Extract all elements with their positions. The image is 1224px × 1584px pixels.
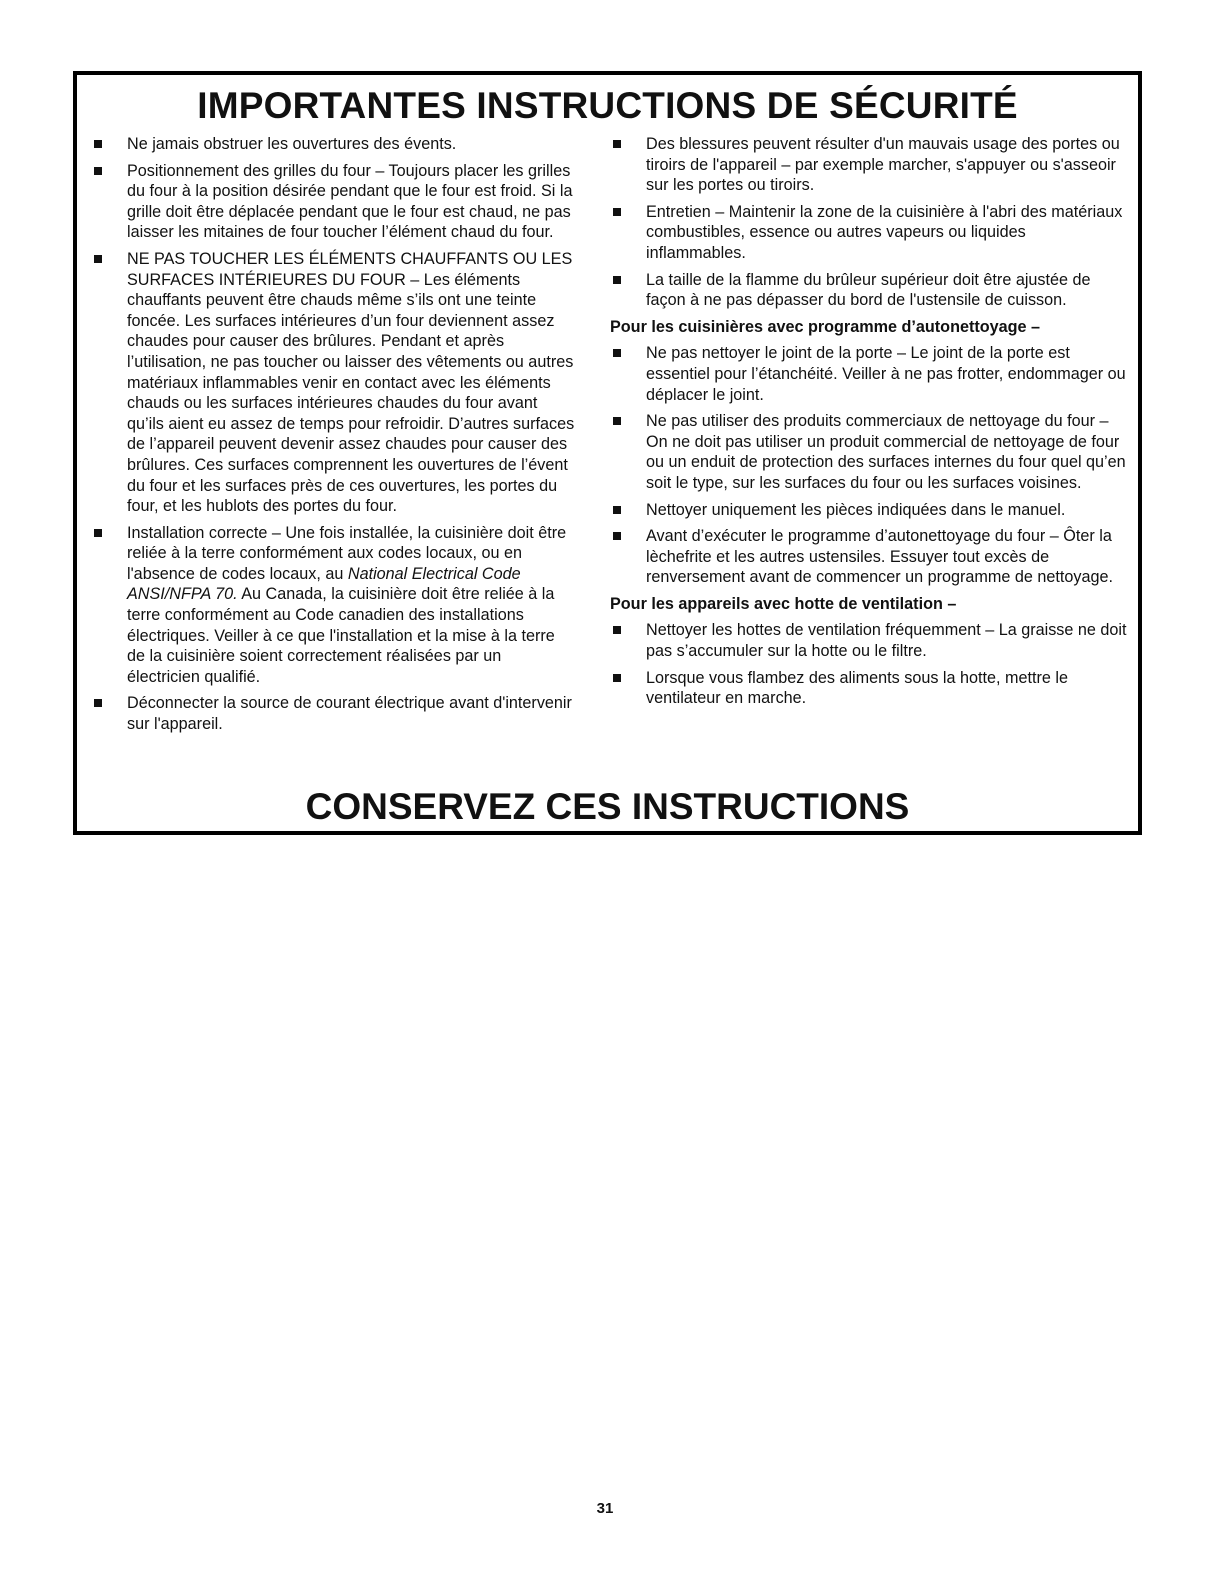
item-text: NE PAS TOUCHER LES ÉLÉMENTS CHAUFFANTS OU LES SURFACES INTÉRIEURES DU FOUR – Les éléments chauffants peuvent être chauds même s’ils ont une teinte foncée. Les surfaces intérieures d’un four deviennent assez chaudes pour causer des brûlures. Pendant et après l’utilisation, ne pas toucher ou laisser des vêtements ou autres matériaux inflammables venir en contact avec les éléments chauds ou les surfaces intérieures chaudes du four avant qu’ils aient eu assez de temps pour refroidir. D’autres surfaces de l’appareil peuvent devenir assez chaudes pour causer des brûlures. Ces surfaces comprennent les ouvertures de l’évent du four et les surfaces près de ces ouvertures, les portes du four, et les hublots des portes du four. [127, 249, 575, 516]
square-bullet-icon [613, 532, 621, 540]
list-item [91, 249, 577, 517]
square-bullet-icon [613, 208, 621, 216]
list-item [91, 693, 577, 734]
square-bullet-icon [613, 506, 621, 514]
square-bullet-icon [94, 699, 102, 707]
item-text: Nettoyer les hottes de ventilation fréquemment – La graisse ne doit pas s’accumuler sur la hotte ou le filtre. [646, 621, 1127, 661]
list-item [91, 134, 577, 155]
right-general-list [610, 134, 1130, 311]
square-bullet-icon [613, 674, 621, 682]
left-column [91, 134, 577, 741]
item-text: Lorsque vous flambez des aliments sous la hotte, mettre le ventilateur en marche. [646, 668, 1068, 708]
item-text-after: Au Canada, la cuisinière doit être reliée à la terre conformément au Code canadien des installations électriques. Veiller à ce que l'installation et la mise à la terre de la cuisinière soient correctement réalisées par un électricien qualifié. [127, 585, 555, 686]
list-item [610, 526, 1130, 588]
list-item [610, 668, 1130, 709]
square-bullet-icon [94, 529, 102, 537]
page-number: 31 [596, 1500, 614, 1517]
square-bullet-icon [94, 167, 102, 175]
item-text: Nettoyer uniquement les pièces indiquées dans le manuel. [646, 500, 1066, 519]
item-text: Positionnement des grilles du four – Toujours placer les grilles du four à la position désirée pendant que le four est froid. Si la grille doit être déplacée pendant que le four est chaud, ne pas laisser les mitaines de four toucher l’élément chaud du four. [127, 161, 573, 242]
list-item [610, 411, 1130, 493]
item-text: Ne pas nettoyer le joint de la porte – Le joint de la porte est essentiel pour l’étanchéité. Veiller à ne pas frotter, endommager ou déplacer le joint. [646, 344, 1126, 404]
list-item [91, 161, 577, 243]
self-clean-list [610, 343, 1130, 588]
list-item [610, 270, 1130, 311]
square-bullet-icon [613, 276, 621, 284]
hood-heading: Pour les appareils avec hotte de ventilation – [610, 594, 957, 613]
square-bullet-icon [94, 140, 102, 148]
page-title: IMPORTANTES INSTRUCTIONS DE SÉCURITÉ [197, 85, 1018, 126]
right-column [610, 134, 1130, 715]
list-item [610, 500, 1130, 521]
self-clean-heading: Pour les cuisinières avec programme d’autonettoyage – [610, 317, 1041, 336]
item-text: Ne jamais obstruer les ouvertures des évents. [127, 135, 457, 153]
item-text: Déconnecter la source de courant électrique avant d'intervenir sur l'appareil. [127, 694, 572, 734]
hood-list [610, 620, 1130, 708]
item-text-before: Installation correcte – Une fois installée, la cuisinière doit être reliée à la terre conformément aux codes locaux, ou en l'absence de codes locaux, au [127, 523, 567, 583]
safety-instructions-box [73, 71, 1142, 835]
item-text: Avant d’exécuter le programme d’autonettoyage du four – Ôter la lèchefrite et les autres ustensiles. Essuyer tout excès de renversement avant de commencer un programme de nettoyage. [646, 527, 1113, 587]
square-bullet-icon [613, 140, 621, 148]
square-bullet-icon [613, 349, 621, 357]
save-instructions-title: CONSERVEZ CES INSTRUCTIONS [305, 786, 910, 827]
list-item [610, 202, 1130, 264]
item-text: La taille de la flamme du brûleur supérieur doit être ajustée de façon à ne pas dépasser du bord de l'ustensile de cuisson. [646, 270, 1091, 310]
square-bullet-icon [613, 417, 621, 425]
square-bullet-icon [94, 255, 102, 263]
left-instruction-list [91, 134, 577, 735]
item-text: Entretien – Maintenir la zone de la cuisinière à l'abri des matériaux combustibles, essence ou autres vapeurs ou liquides inflammables. [646, 202, 1123, 262]
list-item [610, 620, 1130, 661]
item-text: Ne pas utiliser des produits commerciaux de nettoyage du four – On ne doit pas utiliser un produit commercial de nettoyage de four ou un enduit de protection des surfaces internes du four quel qu’en soit le type, sur les surfaces du four ou les surfaces voisines. [646, 412, 1126, 492]
list-item [610, 134, 1130, 196]
list-item [610, 343, 1130, 405]
list-item [91, 523, 577, 688]
item-text: Des blessures peuvent résulter d'un mauvais usage des portes ou tiroirs de l'appareil – par exemple marcher, s'appuyer ou s'asseoir sur les portes ou tiroirs. [646, 135, 1120, 195]
item-text-italic-code: National Electrical Code ANSI/NFPA 70. [127, 564, 521, 604]
square-bullet-icon [613, 626, 621, 634]
